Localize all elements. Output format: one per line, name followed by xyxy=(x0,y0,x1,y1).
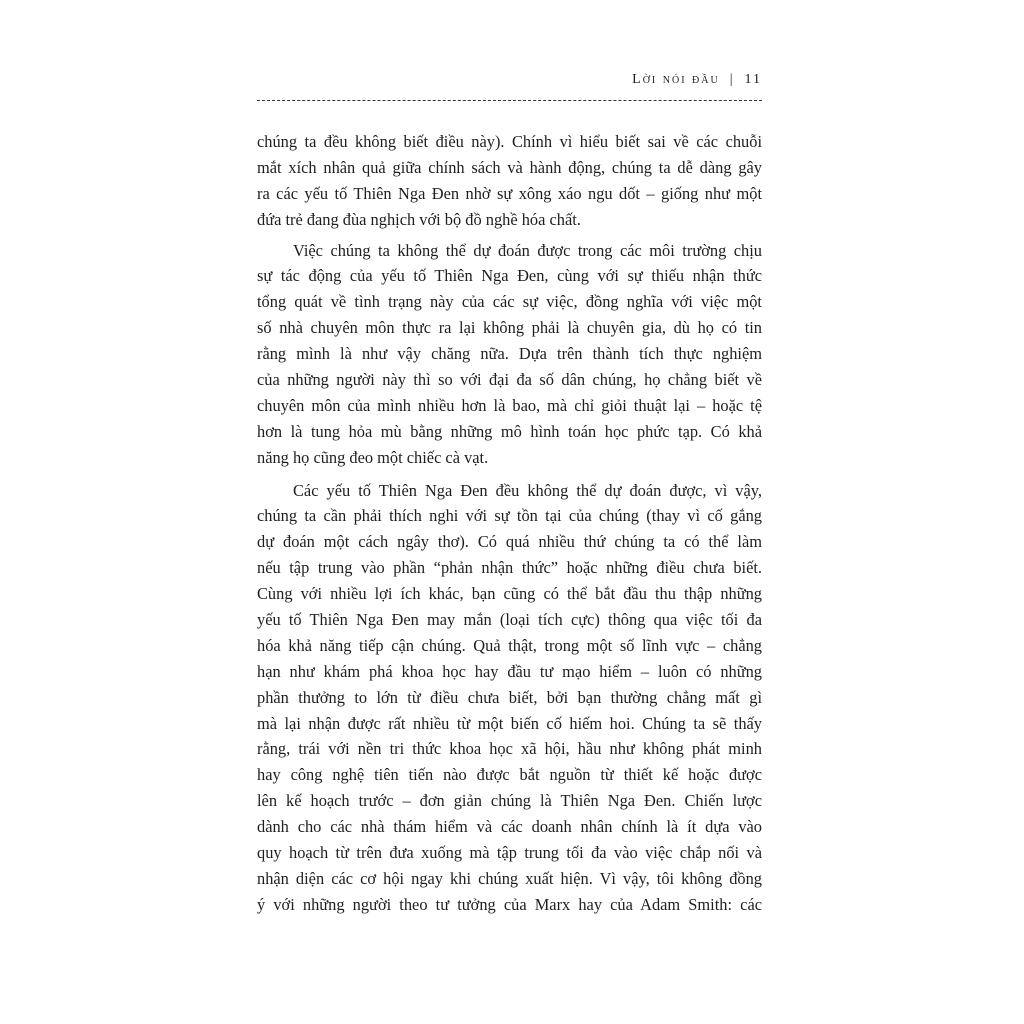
text-line: yếu tố Thiên Nga Đen may mắn (loại tích cực) thông qua việc tối đa xyxy=(257,610,762,630)
text-line: năng họ cũng đeo một chiếc cà vạt. xyxy=(257,447,489,467)
text-line: dành cho các nhà thám hiểm và các doanh nhân chính là ít dựa vào xyxy=(257,817,762,837)
text-line: rằng mình là như vậy chăng nữa. Dựa trên thành tích thực nghiệm xyxy=(257,344,762,364)
page-number: 11 xyxy=(744,72,762,87)
text-line: rằng, trái với nền tri thức khoa học xã hội, hầu như không phát minh xyxy=(257,739,762,759)
text-line: hạn như khám phá khoa học hay đầu tư mạo hiểm – luôn có những xyxy=(257,661,762,681)
text-line: tổng quát về tình trạng này của các sự việc, đồng nghĩa với việc một xyxy=(257,292,762,312)
text-line: Các yếu tố Thiên Nga Đen đều không thể dự đoán được, vì vậy, xyxy=(293,480,762,500)
header-separator: | xyxy=(729,72,735,87)
text-line: quy hoạch từ trên đưa xuống mà tập trung tối đa vào việc chắp nối và xyxy=(257,843,762,863)
header-divider xyxy=(257,100,762,101)
text-line: chuyên môn của mình nhiều hơn là bao, mà chỉ giỏi thuật lại – hoặc tệ xyxy=(257,395,762,415)
chapter-title: Lời nói đầu xyxy=(632,72,720,87)
text-line: số nhà chuyên môn thực ra lại không phải là chuyên gia, dù họ có tin xyxy=(257,318,762,338)
text-line: sự tác động của yếu tố Thiên Nga Đen, cùng với sự thiếu nhận thức xyxy=(257,266,762,286)
text-line: ý với những người theo tư tưởng của Marx hay của Adam Smith: các xyxy=(257,894,762,914)
text-line: chúng ta đều không biết điều này). Chính vì hiểu biết sai về các chuỗi xyxy=(257,132,762,151)
paragraph xyxy=(257,129,762,233)
text-line: lên kế hoạch trước – đơn giản chúng là Thiên Nga Đen. Chiến lược xyxy=(257,791,762,811)
paragraph xyxy=(257,478,762,918)
text-line: chúng ta cần phải thích nghi với sự tồn tại của chúng (thay vì cố gắng xyxy=(257,506,762,526)
text-line: hơn là tung hỏa mù bằng những mô hình toán học phức tạp. Có khả xyxy=(257,421,762,441)
text-line: đứa trẻ đang đùa nghịch với bộ đồ nghề hóa chất. xyxy=(257,209,581,229)
text-line: phần thưởng to lớn từ điều chưa biết, bởi bạn thường chẳng mất gì xyxy=(257,687,762,707)
text-line: của những người này thì so với đại đa số dân chúng, họ chẳng biết về xyxy=(257,370,762,390)
running-header xyxy=(257,72,762,94)
text-line: nếu tập trung vào phần “phản nhận thức” hoặc những điều chưa biết. xyxy=(257,558,762,578)
text-line: Việc chúng ta không thể dự đoán được trong các môi trường chịu xyxy=(293,240,762,260)
text-line: mà lại nhận được rất nhiều từ một biến cố hiếm hoi. Chúng ta sẽ thấy xyxy=(257,713,762,733)
text-line: ra các yếu tố Thiên Nga Đen nhờ sự xông xáo ngu dốt – giống như một xyxy=(257,183,762,203)
text-line: hóa khả năng tiếp cận chúng. Quả thật, trong một số lĩnh vực – chẳng xyxy=(257,635,762,655)
page-body xyxy=(257,129,762,923)
text-line: hay công nghệ tiên tiến nào được bắt nguồn từ thiết kế hoặc được xyxy=(257,765,762,785)
text-line: mắt xích nhân quả giữa chính sách và hành động, chúng ta dễ dàng gây xyxy=(257,157,762,177)
paragraph xyxy=(257,238,762,471)
text-line: Cùng với nhiều lợi ích khác, bạn cũng có thể bắt đầu thu thập những xyxy=(257,584,762,604)
text-line: nhận diện các cơ hội ngay khi chúng xuất hiện. Vì vậy, tôi không đồng xyxy=(257,868,762,888)
text-line: dự đoán một cách ngây thơ). Có quá nhiều thứ chúng ta có thể làm xyxy=(257,532,762,552)
